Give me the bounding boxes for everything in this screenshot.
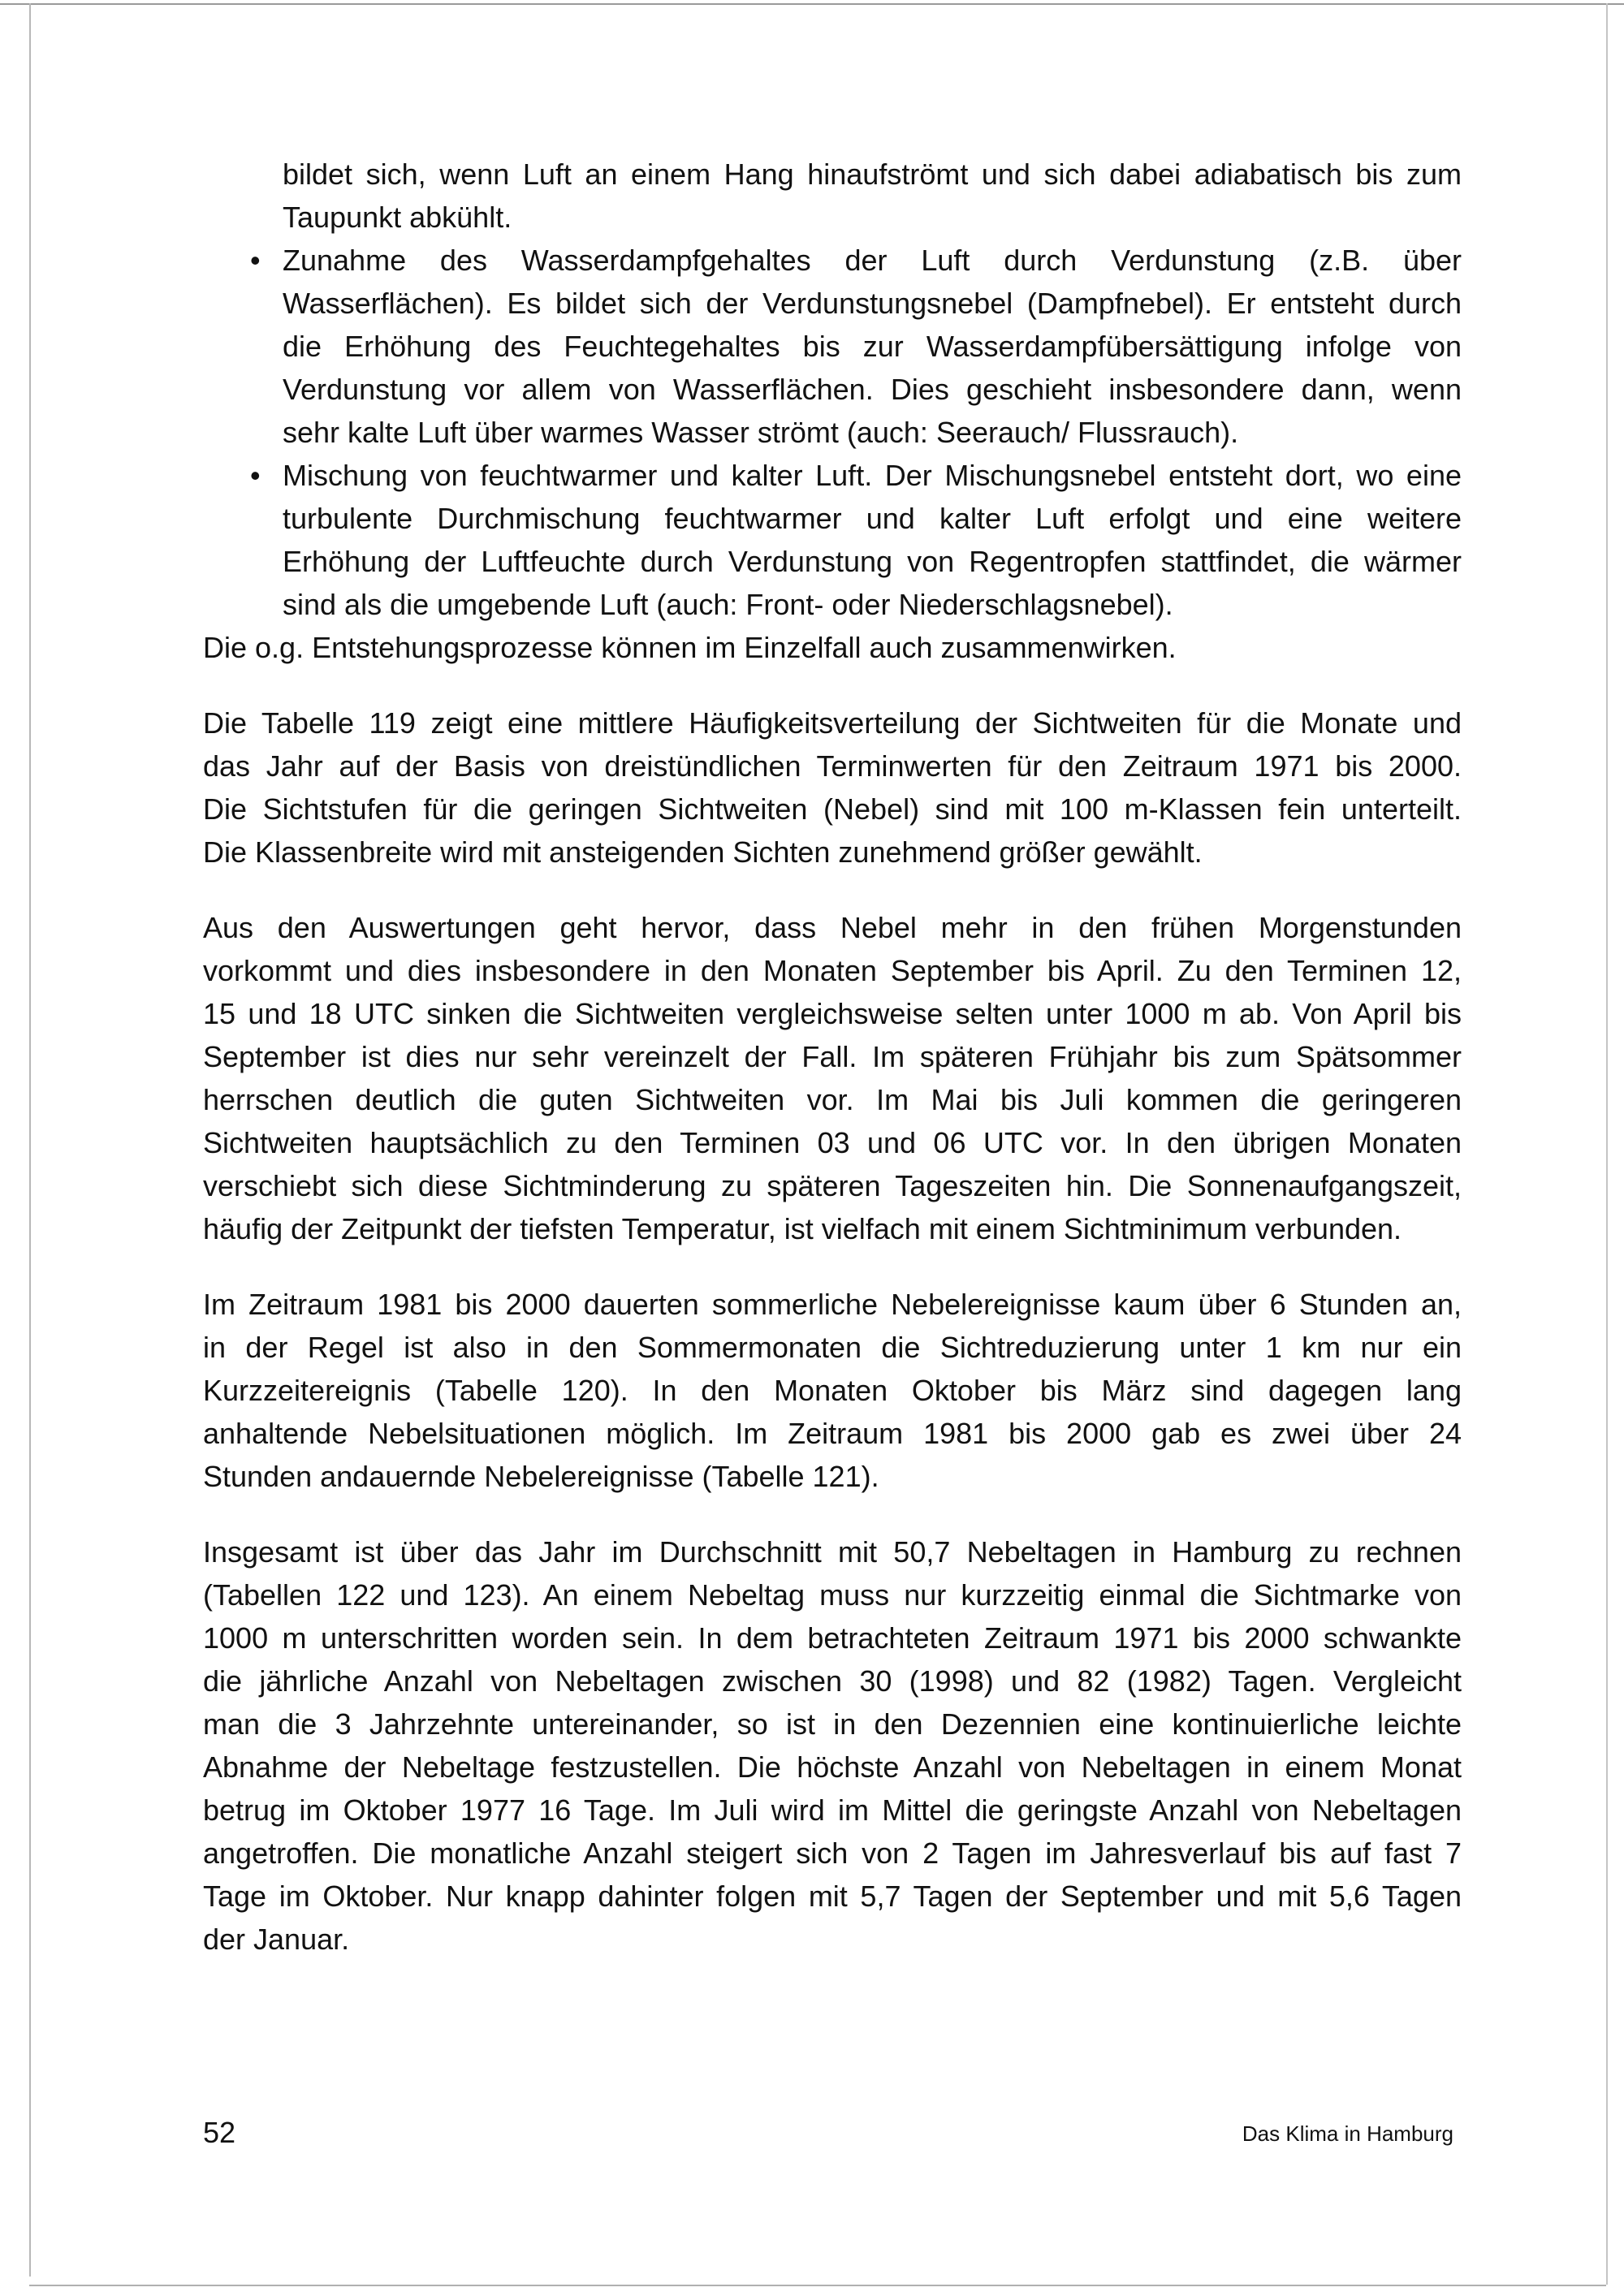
text-line: September ist dies nur sehr vereinzelt der Fall. Im späteren Frühjahr bis zum Spätsommer <box>203 1040 1462 1073</box>
bullet-icon: • <box>250 459 261 492</box>
text-line: Abnahme der Nebeltage festzustellen. Die höchste Anzahl von Nebeltagen in einem Monat <box>203 1750 1462 1784</box>
text-line: häufig der Zeitpunkt der tiefsten Temperatur, ist vielfach mit einem Sichtminimum verbunden. <box>203 1212 1402 1245</box>
text-line: Wasserflächen). Es bildet sich der Verdunstungsnebel (Dampfnebel). Er entsteht durch <box>283 287 1462 320</box>
text-line: die jährliche Anzahl von Nebeltagen zwischen 30 (1998) und 82 (1982) Tagen. Vergleicht <box>203 1664 1462 1698</box>
paragraph <box>203 906 1462 1250</box>
paragraph <box>203 701 1462 874</box>
text-line: Erhöhung der Luftfeuchte durch Verdunstung von Regentropfen stattfindet, die wärmer <box>283 545 1462 578</box>
text-line: in der Regel ist also in den Sommermonaten die Sichtreduzierung unter 1 km nur ein <box>203 1331 1462 1364</box>
page-number: 52 <box>203 2116 236 2149</box>
text-line: man die 3 Jahrzehnte untereinander, so ist in den Dezennien eine kontinuierliche leichte <box>203 1707 1462 1741</box>
bullet-item <box>203 454 1462 626</box>
text-line: Mischung von feuchtwarmer und kalter Luft. Der Mischungsnebel entsteht dort, wo eine <box>283 459 1462 492</box>
text-line: herrschen deutlich die guten Sichtweiten vor. Im Mai bis Juli kommen die geringeren <box>203 1083 1462 1116</box>
text-line: (Tabellen 122 und 123). An einem Nebeltag muss nur kurzzeitig einmal die Sichtmarke von <box>203 1578 1462 1612</box>
scan-edge-bottom <box>29 2285 1606 2286</box>
text-line: 15 und 18 UTC sinken die Sichtweiten vergleichsweise selten unter 1000 m ab. Von April bis <box>203 997 1462 1030</box>
text-line: Insgesamt ist über das Jahr im Durchschnitt mit 50,7 Nebeltagen in Hamburg zu rechnen <box>203 1535 1462 1569</box>
text-line: Zunahme des Wasserdampfgehaltes der Luft durch Verdunstung (z.B. über <box>283 244 1462 277</box>
scan-edge-left <box>29 3 31 2277</box>
text-line: vorkommt und dies insbesondere in den Monaten September bis April. Zu den Terminen 12, <box>203 954 1462 987</box>
bullet-icon: • <box>250 244 261 277</box>
paragraph-gap <box>203 669 1462 701</box>
publication-title: Das Klima in Hamburg <box>1242 2121 1453 2146</box>
text-line: Aus den Auswertungen geht hervor, dass Nebel mehr in den frühen Morgenstunden <box>203 911 1462 944</box>
text-line: bildet sich, wenn Luft an einem Hang hinaufströmt und sich dabei adiabatisch bis zum <box>283 158 1462 191</box>
text-line: Die Klassenbreite wird mit ansteigenden Sichten zunehmend größer gewählt. <box>203 835 1203 869</box>
text-line: sehr kalte Luft über warmes Wasser strömt (auch: Seerauch/ Flussrauch). <box>283 416 1239 449</box>
scan-edge-top <box>0 3 1624 5</box>
paragraph <box>203 1283 1462 1498</box>
text-line: betrug im Oktober 1977 16 Tage. Im Juli wird im Mittel die geringste Anzahl von Nebeltagen <box>203 1793 1462 1827</box>
text-line: Tage im Oktober. Nur knapp dahinter folgen mit 5,7 Tagen der September und mit 5,6 Tagen <box>203 1880 1462 1913</box>
scan-edge-right <box>1606 3 1608 2285</box>
text-line: 1000 m unterschritten worden sein. In dem betrachteten Zeitraum 1971 bis 2000 schwankte <box>203 1621 1462 1655</box>
text-line: verschiebt sich diese Sichtminderung zu späteren Tageszeiten hin. Die Sonnenaufgangszeit, <box>203 1169 1462 1202</box>
text-line: Kurzzeitereignis (Tabelle 120). In den Monaten Oktober bis März sind dagegen lang <box>203 1374 1462 1407</box>
bullet-continuation <box>203 153 1462 239</box>
text-line: der Januar. <box>203 1923 350 1956</box>
text-line: Verdunstung vor allem von Wasserflächen. Dies geschieht insbesondere dann, wenn <box>283 373 1462 406</box>
text-line: Die Tabelle 119 zeigt eine mittlere Häufigkeitsverteilung der Sichtweiten für die Monate und <box>203 706 1462 740</box>
text-line: Taupunkt abkühlt. <box>283 201 512 234</box>
closing-line: Die o.g. Entstehungsprozesse können im Einzelfall auch zusammenwirken. <box>203 631 1177 664</box>
text-line: sind als die umgebende Luft (auch: Front- oder Niederschlagsnebel). <box>283 588 1173 621</box>
text-line: Sichtweiten hauptsächlich zu den Terminen 03 und 06 UTC vor. In den übrigen Monaten <box>203 1126 1462 1159</box>
paragraph <box>203 1530 1462 1961</box>
bullet-item <box>203 239 1462 454</box>
text-line: Im Zeitraum 1981 bis 2000 dauerten sommerliche Nebelereignisse kaum über 6 Stunden an, <box>203 1288 1462 1321</box>
text-line: anhaltende Nebelsituationen möglich. Im Zeitraum 1981 bis 2000 gab es zwei über 24 <box>203 1417 1462 1450</box>
text-line: die Erhöhung des Feuchtegehaltes bis zur Wasserdampfübersättigung infolge von <box>283 330 1462 363</box>
text-line: angetroffen. Die monatliche Anzahl steigert sich von 2 Tagen im Jahresverlauf bis auf fast 7 <box>203 1836 1462 1870</box>
bullet-line <box>203 454 1462 497</box>
text-line: Die Sichtstufen für die geringen Sichtweiten (Nebel) sind mit 100 m-Klassen fein unterteilt. <box>203 792 1462 826</box>
paragraph-gap <box>203 874 1462 906</box>
paragraph-gap <box>203 1250 1462 1283</box>
body-text <box>203 153 1462 1961</box>
paragraph-gap <box>203 1498 1462 1530</box>
text-line: Stunden andauernde Nebelereignisse (Tabelle 121). <box>203 1460 879 1493</box>
bullet-line <box>203 239 1462 282</box>
text-line: turbulente Durchmischung feuchtwarmer und kalter Luft erfolgt und eine weitere <box>283 502 1462 535</box>
text-line: das Jahr auf der Basis von dreistündlichen Terminwerten für den Zeitraum 1971 bis 2000. <box>203 749 1462 783</box>
